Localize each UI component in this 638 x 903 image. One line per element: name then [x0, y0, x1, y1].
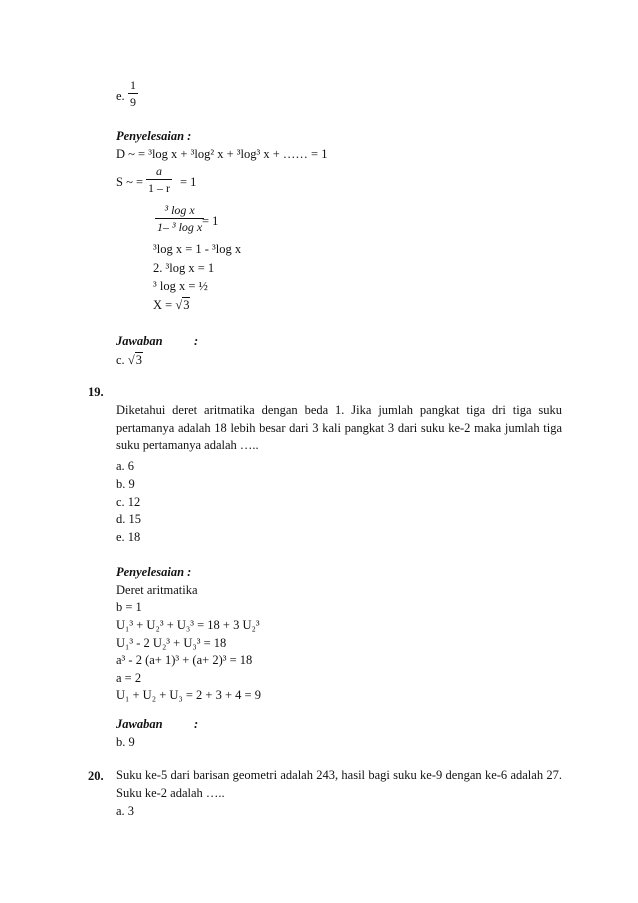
question-number-19: 19. — [88, 385, 104, 399]
formula-line-D: D ~ = ³log x + ³log² x + ³log³ x + …… = 1 — [116, 147, 328, 161]
jawaban-colon: : — [194, 334, 199, 348]
penyelesaian-heading: Penyelesaian : — [116, 565, 192, 579]
fraction-denominator: 1– ³ log x — [157, 220, 203, 234]
solution-line: b = 1 — [116, 600, 142, 614]
fraction-denominator: 9 — [130, 95, 136, 109]
option-d: d. 15 — [116, 512, 141, 526]
fraction-numerator: a — [156, 164, 162, 178]
jawaban-heading: Jawaban — [116, 717, 163, 731]
fraction-denominator: 1 – r — [148, 181, 170, 195]
step-3: ³ log x = ½ — [153, 279, 208, 293]
jawaban-colon: : — [194, 717, 199, 731]
solution-line: a = 2 — [116, 671, 142, 685]
jawaban-heading: Jawaban — [116, 334, 163, 348]
penyelesaian-heading: Penyelesaian : — [116, 129, 192, 143]
sqrt-3: √3 — [175, 298, 190, 312]
option-e-label: e. — [116, 89, 125, 103]
sqrt-3: √3 — [127, 353, 142, 367]
answer-18 — [116, 354, 143, 367]
question-19-text: Diketahui deret aritmatika dengan beda 1. Jika jumlah pangkat tiga dri tiga suku pertamanya adalah 18 lebih besar dari 3 kali pangkat 3 dari suku ke-2 maka jumlah tiga suku pertamanya adalah ….. — [116, 403, 562, 452]
fraction-numerator: 1 — [130, 78, 136, 92]
option-e-fraction — [128, 79, 138, 108]
step-1: ³log x = 1 - ³log x — [153, 242, 242, 256]
step-4-prefix: X = — [153, 298, 173, 312]
fraction-S — [146, 165, 172, 194]
solution-line: U₁³ + U₂³ + U₃³ = 18 + 3 U₂³ — [116, 618, 260, 632]
step-4 — [153, 299, 190, 312]
option-b: b. 9 — [116, 477, 135, 491]
answer-prefix: c. — [116, 353, 125, 367]
option-c: c. 12 — [116, 495, 141, 509]
formula-S-eq: = 1 — [180, 175, 197, 189]
answer-19: b. 9 — [116, 735, 135, 749]
option-a: a. 3 — [116, 804, 135, 818]
radicand: 3 — [135, 353, 142, 367]
solution-line: Deret aritmatika — [116, 583, 198, 597]
fraction-log — [155, 204, 204, 233]
radicand: 3 — [183, 298, 190, 312]
option-a: a. 6 — [116, 459, 135, 473]
option-e: e. 18 — [116, 530, 141, 544]
solution-line: U₁ + U₂ + U₃ = 2 + 3 + 4 = 9 — [116, 688, 261, 702]
question-number-20: 20. — [88, 769, 104, 783]
formula-S-prefix: S ~ = — [116, 175, 144, 189]
fraction-numerator: ³ log x — [164, 203, 195, 217]
solution-line: a³ - 2 (a+ 1)³ + (a+ 2)³ = 18 — [116, 653, 253, 667]
question-20-text: Suku ke-5 dari barisan geometri adalah 243, hasil bagi suku ke-9 dengan ke-6 adalah 27. Suku ke-2 adalah ….. — [116, 768, 562, 800]
solution-line: U₁³ - 2 U₂³ + U₃³ = 18 — [116, 636, 227, 650]
fraction-log-eq: = 1 — [202, 214, 219, 228]
step-2: 2. ³log x = 1 — [153, 261, 215, 275]
